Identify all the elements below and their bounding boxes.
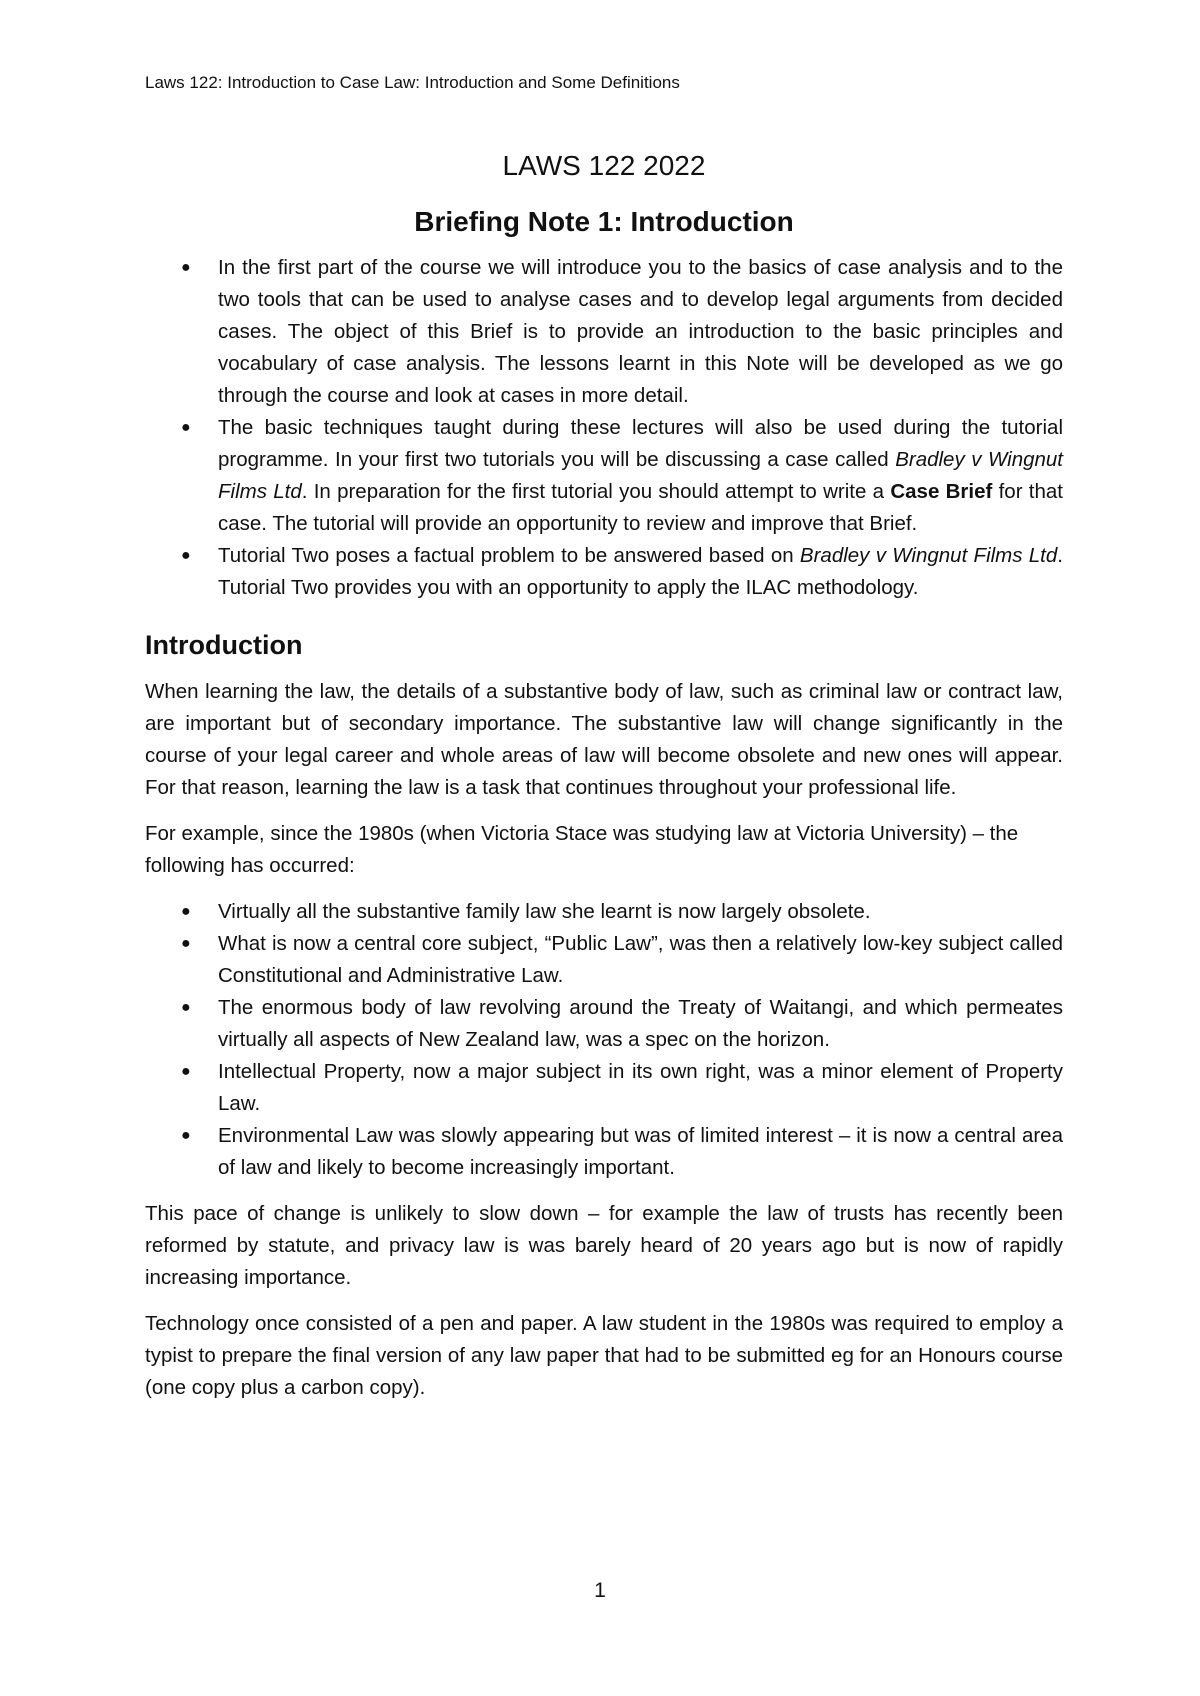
list-item [145,540,1063,604]
bullet-text: The enormous body of law revolving around the Treaty of Waitangi, and which permeates virtually all aspects of New Zealand law, was a spec on the horizon. [218,996,1063,1051]
intro-bullet-list [145,252,1063,604]
bullet-icon: ● [181,419,191,436]
list-item [145,412,1063,540]
page-number: 1 [594,1579,606,1602]
bold-term: Case Brief [890,480,993,503]
paragraph: This pace of change is unlikely to slow down – for example the law of trusts has recently been reformed by statute, and privacy law is was barely heard of 20 years ago but is now of rapidly increasing importance. [145,1202,1063,1289]
list-item [145,992,1063,1056]
bullet-text: In the first part of the course we will introduce you to the basics of case analysis and to the two tools that can be used to analyse cases and to develop legal arguments from decided cases. The object of this Brief is to provide an introduction to the basic principles and vocabulary of case analysis. The lessons learnt in this Note will be developed as we go through the course and look at cases in more detail. [218,256,1063,407]
bullet-icon: ● [181,999,191,1016]
list-item [145,896,1063,928]
list-item [145,1056,1063,1120]
paragraph: When learning the law, the details of a substantive body of law, such as criminal law or contract law, are important but of secondary importance. The substantive law will change significantly in the course of your legal career and whole areas of law will become obsolete and new ones will appear. For that reason, learning the law is a task that continues throughout your professional life. [145,680,1063,799]
bullet-text: Intellectual Property, now a major subject in its own right, was a minor element of Property Law. [218,1060,1063,1115]
document-subtitle: Briefing Note 1: Introduction [414,206,794,237]
bullet-text-part: Tutorial Two poses a factual problem to be answered based on [218,544,800,567]
bullet-text-part: for that case. The tutorial will provide an opportunity to review and improve that Brief. [218,480,1063,535]
section-heading: Introduction [145,630,303,660]
running-header: Laws 122: Introduction to Case Law: Introduction and Some Definitions [145,73,680,92]
list-item [145,252,1063,412]
case-name: Bradley v Wingnut Films Ltd [218,448,1063,503]
bullet-text-part: . In preparation for the first tutorial you should attempt to write a [301,480,891,503]
document-body [145,148,1063,1418]
bullet-text-part: . Tutorial Two provides you with an opportunity to apply the ILAC methodology. [218,544,1063,599]
bullet-text-part: The basic techniques taught during these lectures will also be used during the tutorial programme. In your first two tutorials you will be discussing a case called [218,416,1063,471]
bullet-icon: ● [181,903,191,920]
bullet-icon: ● [181,1063,191,1080]
bullet-icon: ● [181,1127,191,1144]
paragraph: Technology once consisted of a pen and paper. A law student in the 1980s was required to employ a typist to prepare the final version of any law paper that had to be submitted eg for an Honours course (one copy plus a carbon copy). [145,1312,1063,1399]
list-item [145,928,1063,992]
changes-bullet-list [145,896,1063,1184]
bullet-text: Environmental Law was slowly appearing but was of limited interest – it is now a central area of law and likely to become increasingly important. [218,1124,1063,1179]
case-name: Bradley v Wingnut Films Ltd [799,544,1058,567]
bullet-icon: ● [181,259,191,276]
bullet-text: Virtually all the substantive family law she learnt is now largely obsolete. [218,900,871,923]
list-item [145,1120,1063,1184]
document-title: LAWS 122 2022 [502,150,706,181]
bullet-text: What is now a central core subject, “Public Law”, was then a relatively low-key subject called Constitutional and Administrative Law. [218,932,1063,987]
bullet-icon: ● [181,547,191,564]
paragraph: For example, since the 1980s (when Victoria Stace was studying law at Victoria University) – the following has occurred: [145,822,1019,877]
bullet-icon: ● [181,935,191,952]
